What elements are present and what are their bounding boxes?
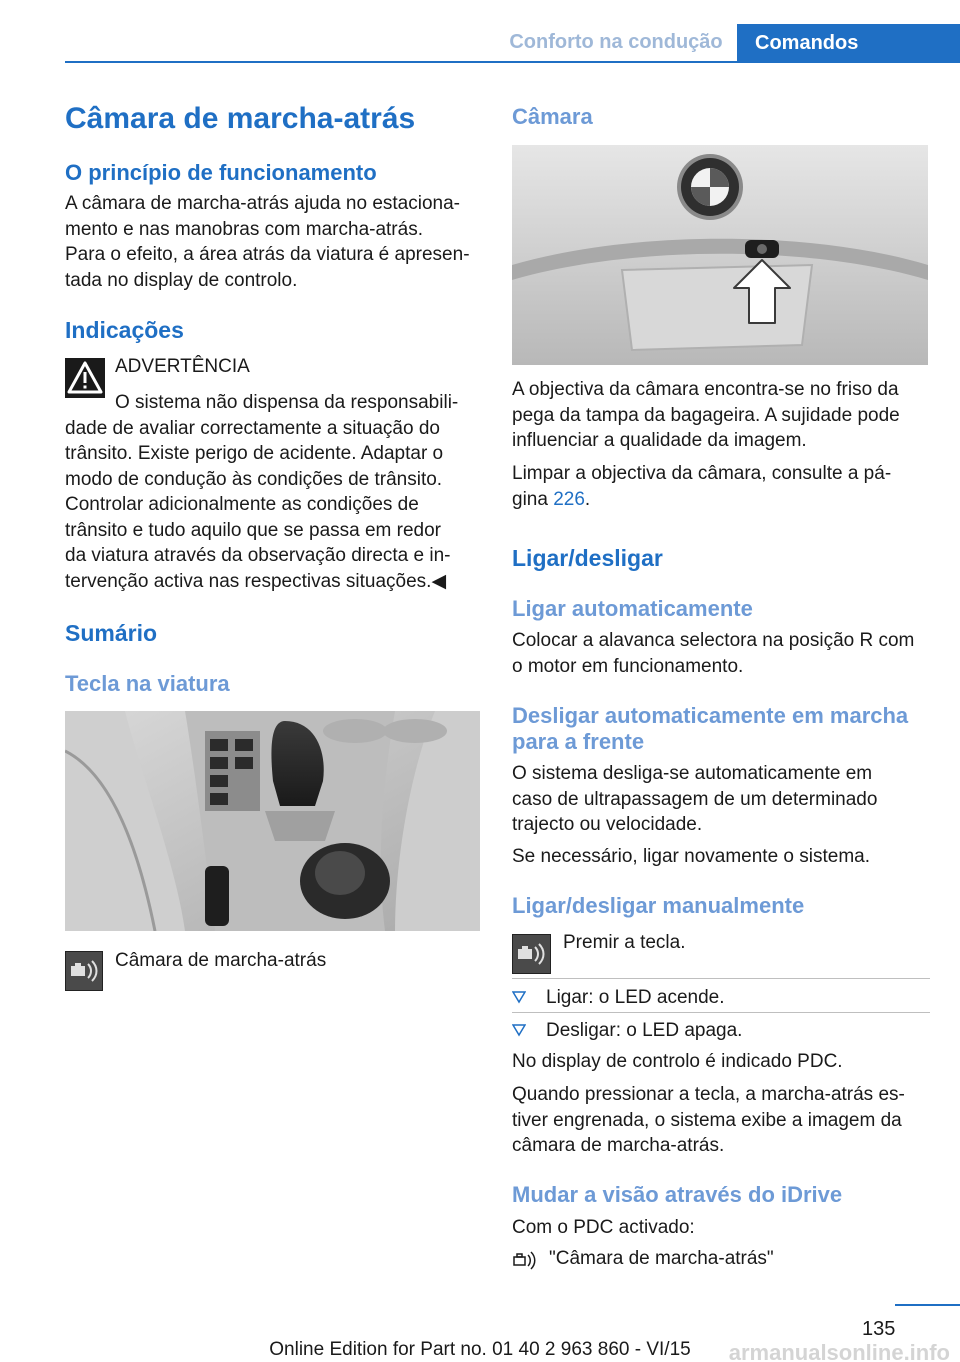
page-226-link[interactable]: 226 <box>553 488 585 510</box>
auto-off-heading <box>512 703 942 755</box>
button-caption: Câmara de marcha-atrás <box>115 950 327 971</box>
principle-line: mento e nas manobras com marcha-atrás. <box>65 218 423 240</box>
auto-on-heading: Ligar automaticamente <box>512 596 753 621</box>
warning-label: ADVERTÊNCIA <box>115 356 250 377</box>
manual-press-text: Premir a tecla. <box>563 932 686 953</box>
warning-line: da viatura através da observação directa e in‐ <box>65 545 451 566</box>
auto-off-line: trajecto ou velocidade. <box>512 814 703 835</box>
warning-line: trânsito e tudo aquilo que se passa em redor <box>65 519 442 541</box>
page-number: 135 <box>862 1318 896 1340</box>
idrive-menu-text: "Câmara de marcha-atrás" <box>549 1248 774 1269</box>
principle-line: Para o efeito, a área atrás da viatura é apresen‐ <box>65 244 470 265</box>
tab-comandos[interactable]: Comandos <box>737 24 960 63</box>
idrive-with-text: Com o PDC activado: <box>512 1217 695 1238</box>
divider <box>512 978 930 979</box>
tab-conforto-na-conducao[interactable]: Conforto na condução <box>509 31 723 53</box>
watermark: armanualsonline.info <box>728 1340 950 1362</box>
clean-prefix: gina <box>512 488 554 510</box>
camera-text <box>512 377 942 454</box>
clean-line: Limpar a objectiva da câmara, consulte a pá‐ <box>512 463 892 484</box>
press-line: câmara de marcha-atrás. <box>512 1135 725 1156</box>
press-text <box>512 1082 942 1159</box>
camera-heading: Câmara <box>512 104 593 129</box>
camera-line: pega da tampa da bagageira. A sujidade pode <box>512 404 900 426</box>
notes-heading: Indicações <box>65 317 184 343</box>
tailgate-camera-photo <box>512 145 928 365</box>
rear-camera-menu-icon <box>512 1247 538 1271</box>
warning-line: trânsito. Existe perigo de acidente. Adaptar o <box>65 443 444 464</box>
auto-off-heading-line: Desligar automaticamente em marcha <box>512 703 909 728</box>
auto-off-note: Se necessário, ligar novamente o sistema. <box>512 846 871 867</box>
auto-off-line: caso de ultrapassagem de um determinado <box>512 788 878 810</box>
page-title: Câmara de marcha-atrás <box>65 102 416 135</box>
camera-line: A objectiva da câmara encontra-se no friso da <box>512 379 899 400</box>
auto-off-heading-line: para a frente <box>512 729 645 754</box>
manual-heading: Ligar/desligar manualmente <box>512 893 805 918</box>
auto-off-line: O sistema desliga-se automaticamente em <box>512 763 873 784</box>
warning-line: modo de condução às condições de trânsito. <box>65 468 443 490</box>
auto-off-text <box>512 761 942 838</box>
principle-line: tada no display de controlo. <box>65 269 298 291</box>
principle-line: A câmara de marcha-atrás ajuda no estaciona‐ <box>65 193 460 214</box>
principle-text <box>65 191 485 293</box>
idrive-heading: Mudar a visão através do iDrive <box>512 1182 843 1207</box>
edition-line: Online Edition for Part no. 01 40 2 963 860 - VI/15 <box>269 1339 691 1360</box>
clean-line <box>512 487 942 513</box>
warning-line: dade de avaliar correctamente a situação do <box>65 417 440 439</box>
bullet-text: Ligar: o LED acende. <box>546 987 725 1008</box>
press-line: Quando pressionar a tecla, a marcha-atrás es‐ <box>512 1084 905 1105</box>
warning-line: tervenção activa nas respectivas situações.◀ <box>65 570 447 592</box>
footer-rule <box>895 1304 960 1306</box>
bullet-triangle-icon <box>512 1023 526 1037</box>
auto-on-line: Colocar a alavanca selectora na posição R com <box>512 630 915 651</box>
clean-lens-text <box>512 461 942 512</box>
onoff-heading: Ligar/desligar <box>512 545 663 571</box>
warning-line: Controlar adicionalmente as condições de <box>65 494 419 515</box>
divider <box>512 1012 930 1013</box>
camera-line: influenciar a qualidade da imagem. <box>512 430 807 451</box>
warning-icon <box>65 358 105 398</box>
bullet-text: Desligar: o LED apaga. <box>546 1020 743 1041</box>
principle-heading: O princípio de funcionamento <box>65 160 377 185</box>
press-line: tiver engrenada, o sistema exibe a imagem da <box>512 1109 902 1131</box>
rear-camera-button-icon <box>512 934 551 974</box>
center-console-photo <box>65 711 480 931</box>
clean-suffix: . <box>584 488 591 510</box>
auto-on-line: o motor em funcionamento. <box>512 655 744 677</box>
auto-on-text <box>512 628 942 679</box>
warning-text <box>65 416 485 595</box>
warning-first-line: O sistema não dispensa da responsabili‐ <box>115 392 459 413</box>
summary-heading: Sumário <box>65 620 158 646</box>
pdc-line: No display de controlo é indicado PDC. <box>512 1051 843 1072</box>
header-rule <box>65 61 960 63</box>
rear-camera-button-icon <box>65 951 103 991</box>
key-heading: Tecla na viatura <box>65 671 230 696</box>
bullet-triangle-icon <box>512 990 526 1004</box>
